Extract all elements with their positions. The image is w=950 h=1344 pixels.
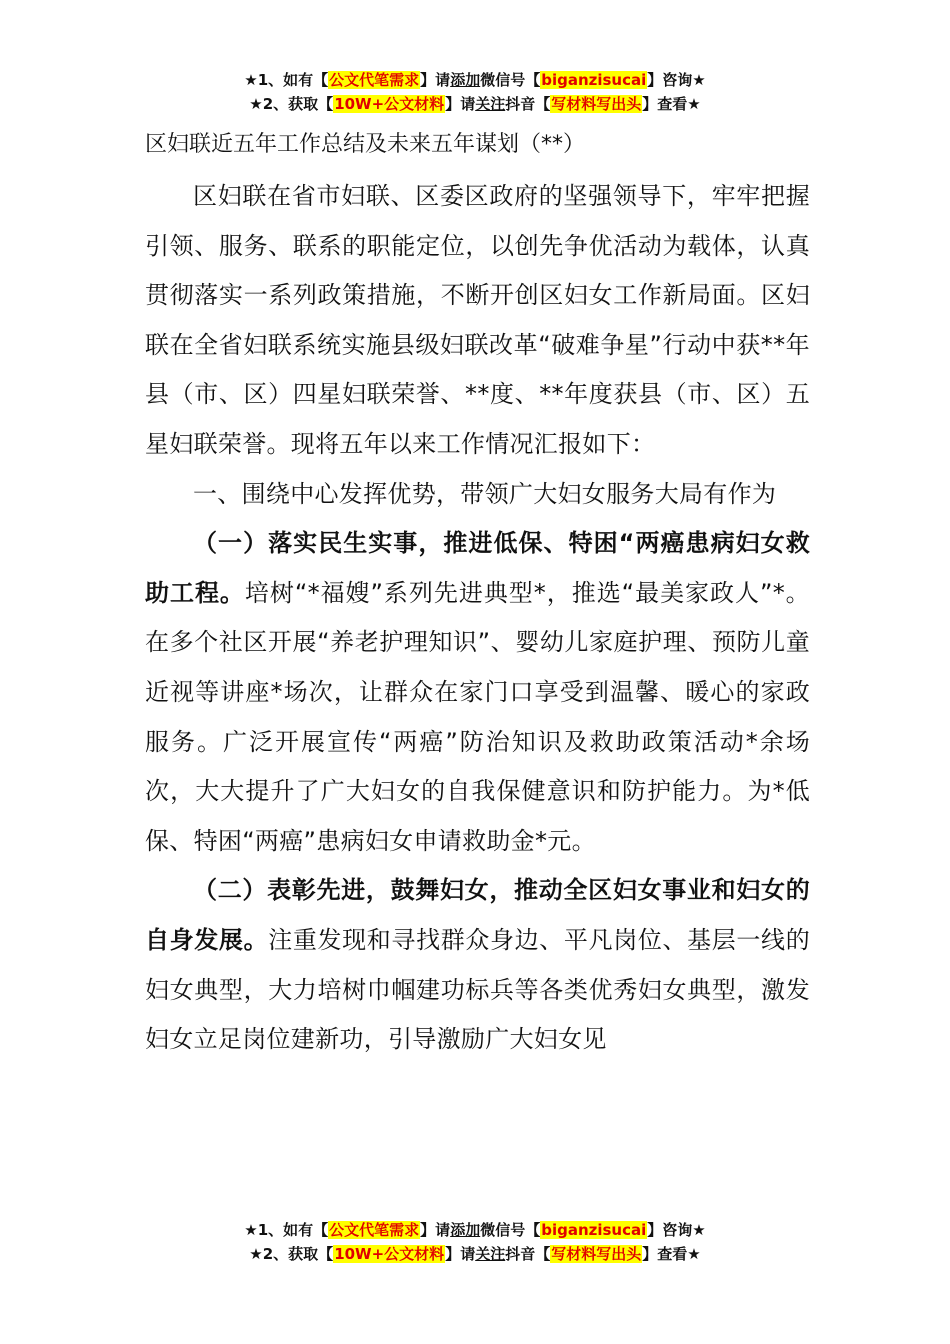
header-banner xyxy=(0,68,950,116)
document-title: 区妇联近五年工作总结及未来五年谋划（**） xyxy=(145,132,586,157)
subsection-body: 注重发现和寻找群众身边、平凡岗位、基层一线的妇女典型，大力培树巾帼建功标兵等各类优秀妇女典型，激发妇女立足岗位建新功，引导激励广大妇女见 xyxy=(145,925,810,1054)
banner-line-2 xyxy=(0,1242,950,1266)
subsection-body: 培树“*福嫂”系列先进典型*，推选“最美家政人”*。在多个社区开展“养老护理知识”、婴幼儿家庭护理、预防儿童近视等讲座*场次，让群众在家门口享受到温馨、暖心的家政服务。广泛开展宣传“两癌”防治知识及救助政策活动*余场次，大大提升了广大妇女的自我保健意识和防护能力。为*低保、特困“两癌”患病妇女申请救助金*元。 xyxy=(145,578,810,855)
banner-text: 抖音【 xyxy=(505,1245,551,1263)
banner-underline: 添加 xyxy=(450,1221,481,1239)
banner-text: ★2、获取【 xyxy=(249,1245,334,1263)
banner-text: ★1、如有【 xyxy=(244,71,329,89)
banner-line-2 xyxy=(0,92,950,116)
banner-underline: 添加 xyxy=(450,71,481,89)
subsection-paragraph xyxy=(145,866,810,1064)
banner-text: 微信号【 xyxy=(480,71,541,89)
banner-text: 】查看★ xyxy=(642,95,701,113)
banner-text: 】查看★ xyxy=(642,1245,701,1263)
banner-text: 】咨询★ xyxy=(647,1221,706,1239)
banner-highlight: 写材料写出头 xyxy=(551,1245,642,1263)
banner-text: 】请 xyxy=(445,1245,476,1263)
subsection-heading: （二）表彰先进，鼓舞妇女，推动全区妇女事业和妇女的自身发展。 xyxy=(145,876,810,954)
banner-text: ★2、获取【 xyxy=(249,95,334,113)
subsection-heading: （一）落实民生实事，推进低保、特困“两癌患病妇女救助工程。 xyxy=(145,529,810,607)
banner-highlight: biganzisucai xyxy=(541,1221,647,1239)
document-body xyxy=(145,172,810,1065)
banner-highlight: 公文代笔需求 xyxy=(329,71,420,89)
banner-text: 】请 xyxy=(420,71,451,89)
banner-line-1 xyxy=(0,1218,950,1242)
intro-paragraph: 区妇联在省市妇联、区委区政府的坚强领导下，牢牢把握引领、服务、联系的职能定位，以创先争优活动为载体，认真贯彻落实一系列政策措施，不断开创区妇女工作新局面。区妇联在全省妇联系统实施县级妇联改革“破难争星”行动中获**年县（市、区）四星妇联荣誉、**度、**年度获县（市、区）五星妇联荣誉。现将五年以来工作情况汇报如下： xyxy=(145,182,810,458)
banner-highlight: 公文代笔需求 xyxy=(329,1221,420,1239)
section-heading: 一、围绕中心发挥优势，带领广大妇女服务大局有作为 xyxy=(193,479,777,508)
footer-banner xyxy=(0,1218,950,1266)
banner-highlight: 10W+公文材料 xyxy=(334,95,445,113)
subsection-paragraph xyxy=(145,519,810,866)
banner-text: ★1、如有【 xyxy=(244,1221,329,1239)
banner-text: 】咨询★ xyxy=(647,71,706,89)
banner-underline: 关注 xyxy=(475,1245,506,1263)
banner-line-1 xyxy=(0,68,950,92)
banner-text: 抖音【 xyxy=(505,95,551,113)
banner-text: 】请 xyxy=(445,95,476,113)
banner-highlight: 10W+公文材料 xyxy=(334,1245,445,1263)
banner-text: 】请 xyxy=(420,1221,451,1239)
banner-highlight: 写材料写出头 xyxy=(551,95,642,113)
banner-text: 微信号【 xyxy=(480,1221,541,1239)
banner-highlight: biganzisucai xyxy=(541,71,647,89)
banner-underline: 关注 xyxy=(475,95,506,113)
